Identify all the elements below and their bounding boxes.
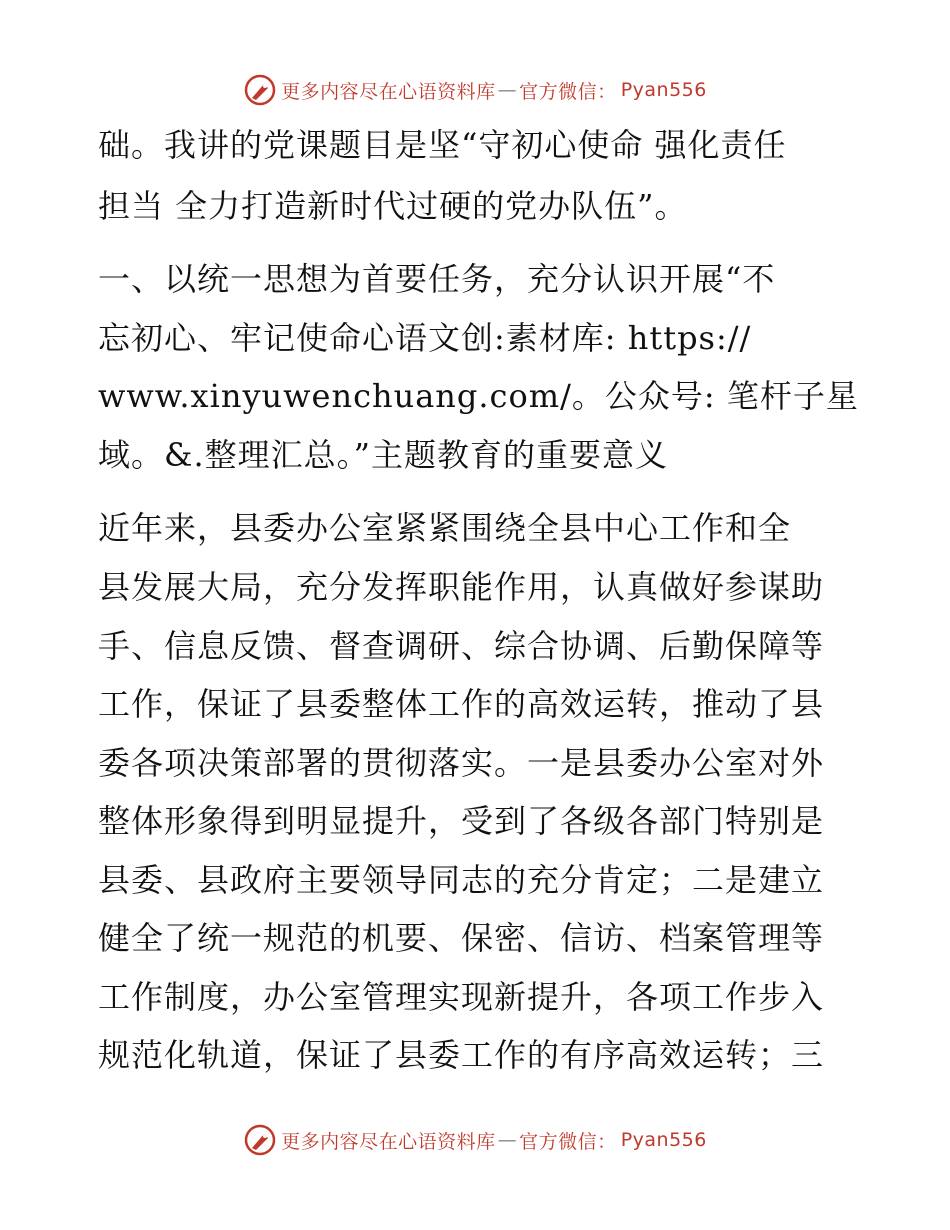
banner-wechat-label: 官方微信： (519, 1130, 617, 1153)
header-watermark-banner (0, 70, 950, 110)
banner-wechat-label: 官方微信： (519, 80, 617, 103)
banner-brand-text: 更多内容尽在心语资料库 (281, 1130, 496, 1153)
pen-nib-logo-icon (243, 73, 277, 107)
body-line: 规范化轨道，保证了县委工作的有序高效运转；三 (98, 1036, 825, 1074)
banner-wechat-id: Pyan556 (620, 1129, 707, 1151)
body-line: 础。我讲的党课题目是坚“守初心使命 强化责任 (98, 126, 787, 164)
body-line: 手、信息反馈、督查调研、综合协调、后勤保障等 (98, 627, 825, 665)
body-line: 工作，保证了县委整体工作的高效运转，推动了县 (98, 685, 825, 723)
footer-watermark-banner (0, 1120, 950, 1160)
body-line: 整体形象得到明显提升，受到了各级各部门特别是 (98, 802, 825, 840)
banner-wechat-id: Pyan556 (620, 79, 707, 101)
section-heading-line: 一、以统一思想为首要任务，充分认识开展“不 (98, 260, 776, 298)
section-heading-line: 忘初心、牢记使命心语文创:素材库: https:// (98, 319, 752, 357)
body-line: 近年来，县委办公室紧紧围绕全县中心工作和全 (98, 509, 792, 547)
section-heading-line: 域。&.整理汇总。”主题教育的重要意义 (98, 436, 669, 474)
body-line: 县委、县政府主要领导同志的充分肯定；二是建立 (98, 861, 825, 899)
banner-separator: — (497, 79, 518, 101)
body-line: 县发展大局，充分发挥职能作用，认真做好参谋助 (98, 568, 825, 606)
body-line: 健全了统一规范的机要、保密、信访、档案管理等 (98, 919, 825, 957)
body-line: 工作制度，办公室管理实现新提升，各项工作步入 (98, 978, 825, 1016)
body-line: 委各项决策部署的贯彻落实。一是县委办公室对外 (98, 744, 825, 782)
banner-separator: — (497, 1129, 518, 1151)
banner-brand-text: 更多内容尽在心语资料库 (281, 80, 496, 103)
body-line: 担当 全力打造新时代过硬的党办队伍”。 (98, 187, 688, 225)
pen-nib-logo-icon (243, 1123, 277, 1157)
section-heading-line: www.xinyuwenchuang.com/。公众号: 笔杆子星 (98, 377, 859, 415)
